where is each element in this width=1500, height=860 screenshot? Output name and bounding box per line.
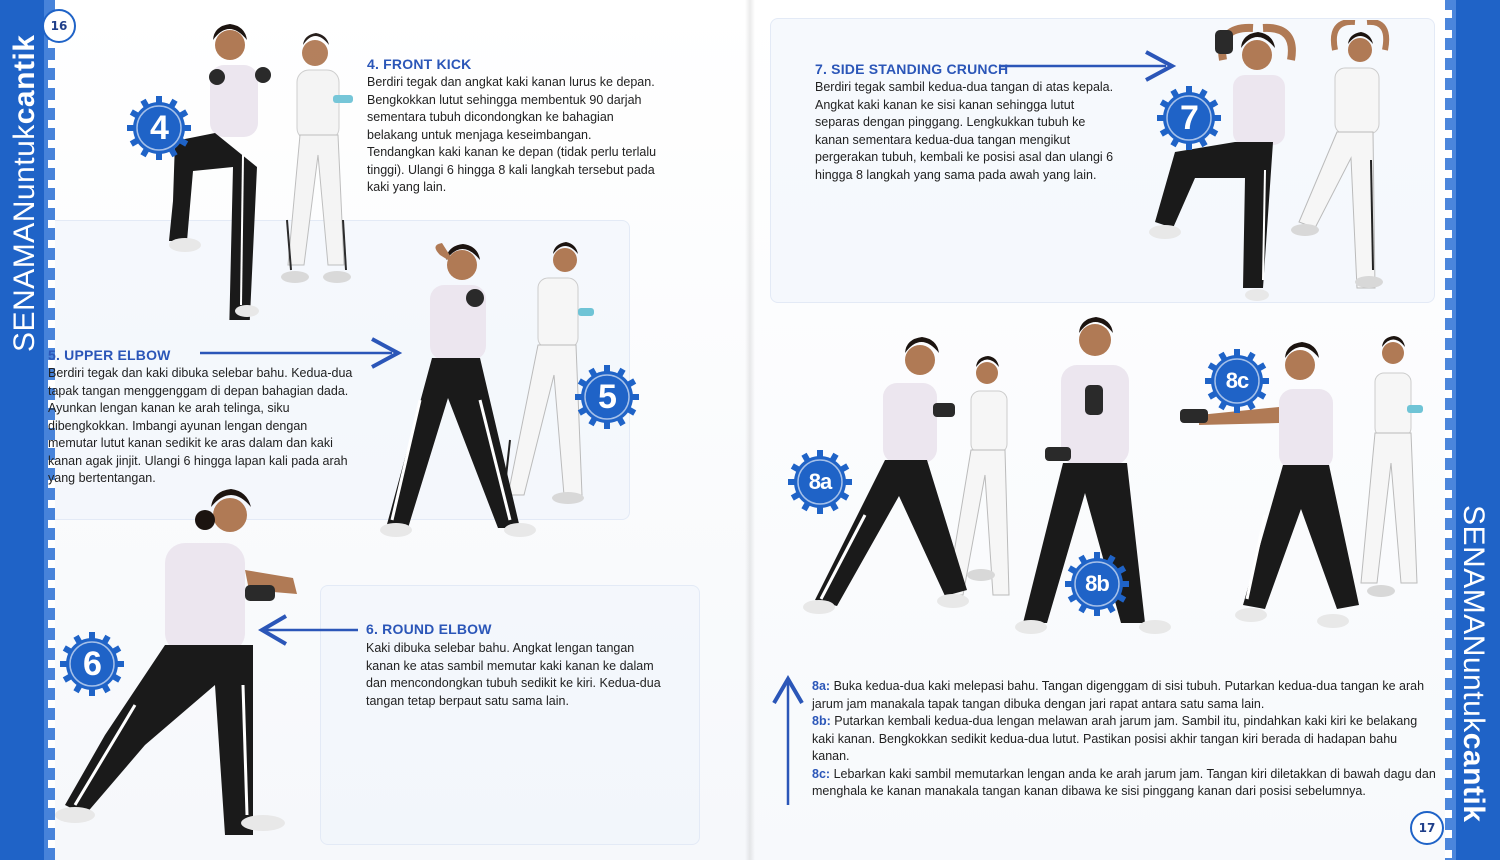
text-upper-elbow: Berdiri tegak dan kaki dibuka selebar bahu. Kedua-dua tapak tangan menggenggam di depan bahagian dada. Ayunkan lengan kanan ke arah telinga, siku dibengkokkan. Imbangi ayunan lengan dengan memutar lutut kanan sedikit ke aras dalam dan kaki kanan agak jinjit. Ulangi 6 hingga lapan kali pada arah yang bertentangan. (48, 366, 353, 485)
badge-label: 8b (1085, 571, 1109, 596)
badge-label: 4 (150, 108, 168, 147)
book-gutter (745, 0, 755, 860)
title-part-senaman: SENAMAN (1457, 505, 1490, 657)
badge-4 (127, 96, 191, 160)
text-side-standing-crunch: Berdiri tegak sambil kedua-dua tangan di atas kepala. Angkat kaki kanan ke sisi kanan sehingga lutut separas dengan pinggang. Lengkukkan tubuh ke kanan sementara kedua-dua tangan mengikut pergerakan tubuh, kembali ke posisi asal dan ulangi 6 hingga 8 langkah yang sama pada awah yang lain. (815, 80, 1114, 182)
title-side-standing-crunch: 7. SIDE STANDING CRUNCH (815, 61, 1009, 77)
step-key: 8b: (812, 714, 831, 728)
step-text: Lebarkan kaki sambil memutarkan lengan anda ke arah jarum jam. Tangan kiri diletakkan di bawah dagu dan menghala ke kanan manakala tangan kanan dibawa ke sisi pinggang kanan dari posisi sebelumnya. (812, 766, 1436, 798)
combo-step-8b (812, 713, 1437, 766)
badge-6 (60, 632, 124, 696)
arrow-icon (770, 675, 806, 805)
title-part-untuk: untuk (1457, 656, 1490, 733)
badge-8b (1065, 552, 1129, 616)
combo-step-8a (812, 678, 1437, 713)
book-title-vertical-left (8, 35, 42, 352)
step-key: 8c: (812, 766, 831, 781)
badge-8c (1205, 349, 1269, 413)
title-part-cantik: cantik (1457, 732, 1490, 823)
badge-label: 8c (1225, 368, 1249, 393)
step-key: 8a: (812, 679, 831, 693)
combo-step-8c (812, 766, 1437, 801)
photo-upper-elbow (370, 240, 610, 540)
badge-label: 8a (808, 469, 832, 494)
photo-front-kick (165, 15, 370, 320)
badge-5 (575, 365, 639, 429)
arrow-icon (258, 612, 358, 648)
combo-steps (812, 678, 1437, 801)
text-front-kick: Berdiri tegak dan angkat kaki kanan lurus ke depan. Bengkokkan lutut sehingga membentuk 90 darjah sementara tubuh dicondongkan ke bahagian belakang untuk menjaga keseimbangan. Tendangkan kaki kanan ke depan (tidak perlu terlalu tinggi). Ulangi 6 hingga 8 kali langkah tersebut pada kaki yang lain. (367, 75, 657, 194)
title-front-kick: 4. FRONT KICK (367, 56, 472, 72)
step-text: Buka kedua-dua kaki melepasi bahu. Tangan digenggam di sisi tubuh. Putarkan kedua-dua tangan ke arah jarum jam manakala tapak tangan dibuka dengan jari rapat antara satu sama lain. (812, 679, 1425, 711)
photo-side-standing-crunch (1145, 20, 1410, 305)
title-round-elbow: 6. ROUND ELBOW (366, 621, 492, 637)
book-title-vertical-right (1456, 505, 1490, 822)
title-part-untuk: untuk (8, 124, 41, 201)
step-text: Putarkan kembali kedua-dua lengan melawan arah jarum jam. Sambil itu, pindahkan kaki kiri ke belakang kaki kanan. Bengkokkan sedikit kedua-dua lutut. Pastikan posisi akhir tangan kiri berada di hadapan bahu kanan. (812, 714, 1418, 763)
title-part-cantik: cantik (8, 34, 41, 125)
title-part-senaman: SENAMAN (8, 200, 41, 352)
badge-label: 6 (83, 644, 101, 683)
page-number-right: 17 (1410, 811, 1444, 845)
badge-7 (1157, 86, 1221, 150)
badge-label: 7 (1180, 98, 1198, 137)
page-number-left: 16 (42, 9, 76, 43)
badge-label: 5 (598, 377, 616, 416)
text-round-elbow: Kaki dibuka selebar bahu. Angkat lengan tangan kanan ke atas sambil memutar kaki kanan ke dalam dan mencondongkan tubuh sedikit ke kiri. Kedua-dua tangan tetap berpaut satu sama lain. (366, 641, 661, 708)
title-upper-elbow: 5. UPPER ELBOW (48, 347, 171, 363)
badge-8a (788, 450, 852, 514)
